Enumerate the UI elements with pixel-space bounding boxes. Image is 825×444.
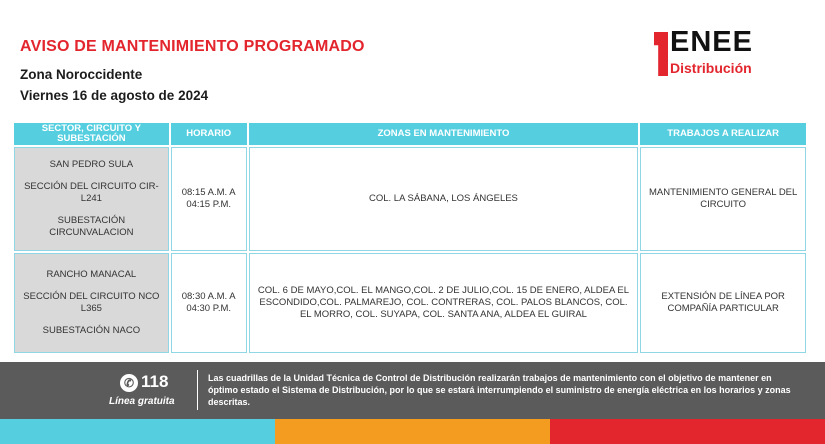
substation: SUBESTACIÓN CIRCUNVALACION [49, 215, 134, 238]
circuit-section: SECCIÓN DEL CIRCUITO NCO L365 [23, 291, 160, 314]
hotline [120, 372, 168, 392]
hotline-number: 118 [141, 372, 169, 391]
enee-logo [650, 26, 800, 80]
hotline-label: Línea gratuita [109, 396, 175, 407]
logo-subtitle: Distribución [670, 60, 752, 76]
table-row [14, 147, 806, 251]
sector-cell [14, 147, 169, 251]
logo-mark-icon [654, 32, 668, 76]
header-work: TRABAJOS A REALIZAR [640, 123, 806, 145]
header-zones: ZONAS EN MANTENIMIENTO [249, 123, 639, 145]
header-schedule: HORARIO [171, 123, 247, 145]
maintenance-table [12, 121, 808, 355]
work-cell: MANTENIMIENTO GENERAL DEL CIRCUITO [640, 147, 806, 251]
notice-date: Viernes 16 de agosto de 2024 [20, 88, 209, 103]
sector-name: SAN PEDRO SULA [49, 159, 134, 170]
work-cell: EXTENSIÓN DE LÍNEA POR COMPAÑÍA PARTICULAR [640, 253, 806, 353]
table-header-row [14, 123, 806, 145]
footer-banner [0, 362, 825, 419]
color-bar-cyan [0, 419, 275, 444]
sector-name: RANCHO MANACAL [46, 269, 137, 280]
color-bar-red [550, 419, 825, 444]
schedule-cell: 08:15 A.M. A 04:15 P.M. [171, 147, 247, 251]
page-title: AVISO DE MANTENIMIENTO PROGRAMADO [20, 38, 365, 55]
color-bar-orange [275, 419, 550, 444]
table-row [14, 253, 806, 353]
footer-notice: Las cuadrillas de la Unidad Técnica de Control de Distribución realizarán trabajos de mantenimiento con el objetivo de mantener en óptimo estado el Sistema de Distribución, por lo que se estará interrumpiendo el suministro de energía eléctrica en los horarios y zonas descritas. [208, 373, 791, 407]
footer-divider [197, 370, 198, 410]
zone-name: Zona Noroccidente [20, 67, 143, 82]
sector-cell [14, 253, 169, 353]
phone-icon: ✆ [120, 374, 138, 392]
substation: SUBESTACIÓN NACO [42, 325, 141, 336]
schedule-cell: 08:30 A.M. A 04:30 P.M. [171, 253, 247, 353]
zones-cell: COL. LA SÁBANA, LOS ÁNGELES [249, 147, 639, 251]
logo-name: ENEE [670, 26, 753, 58]
circuit-section: SECCIÓN DEL CIRCUITO CIR-L241 [24, 181, 159, 204]
zones-cell: COL. 6 DE MAYO,COL. EL MANGO,COL. 2 DE JULIO,COL. 15 DE ENERO, ALDEA EL ESCONDIDO,COL. PALMAREJO, COL. CONTRERAS, COL. PALOS BLANCOS, COL. EL MORRO, COL. SUYAPA, COL. SANTA ANA, ALDEA EL GUIRAL [249, 253, 639, 353]
header-sector: SECTOR, CIRCUITO Y SUBESTACIÓN [14, 123, 169, 145]
